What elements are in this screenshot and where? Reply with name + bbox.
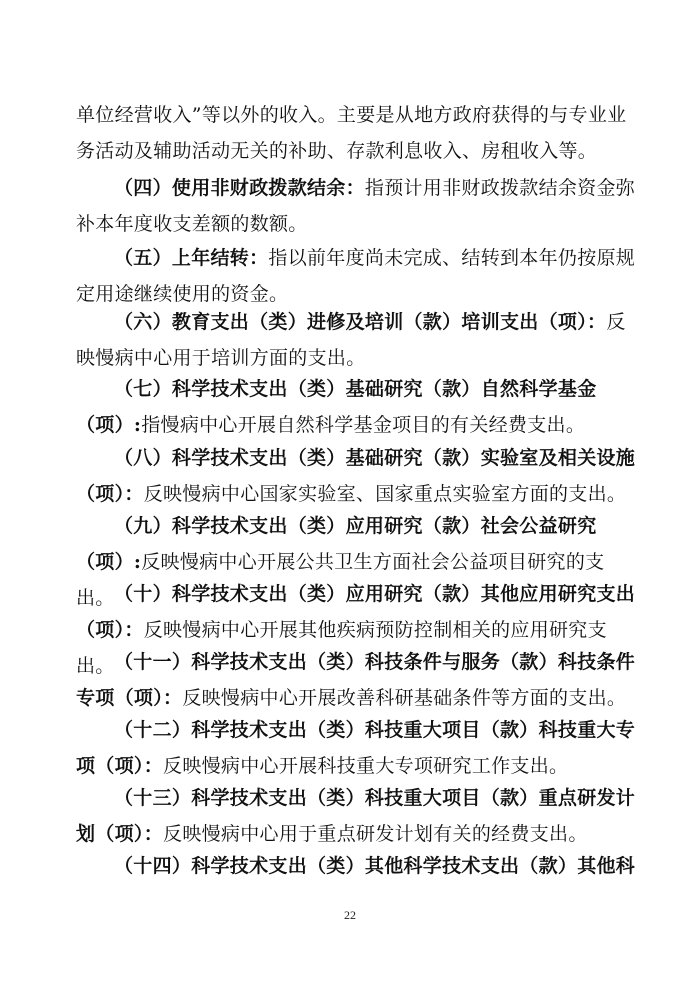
paragraph-3 [76, 240, 636, 312]
paragraph-6-heading: （八）科学技术支出（类）基础研究（款）实验室及相关设施（项）： [76, 447, 636, 505]
paragraph-11-body: 反映慢病中心用于重点研发计划有关的经费支出。 [163, 823, 588, 845]
paragraph-9-heading: （十一）科学技术支出（类）科技条件与服务（款）科技条件专项（项）： [76, 651, 636, 709]
page-number: 22 [344, 908, 356, 922]
paragraph-10-body: 反映慢病中心开展科技重大专项研究工作支出。 [163, 755, 569, 777]
paragraph-11 [76, 780, 636, 852]
paragraph-9 [76, 644, 636, 716]
paragraph-12-heading: （十四）科学技术支出（类）其他科学技术支出（款）其他科 [114, 855, 636, 877]
paragraph-3-heading: （五）上年结转： [114, 247, 269, 269]
paragraph-6-body: 反映慢病中心国家实验室、国家重点实验室方面的支出。 [143, 483, 627, 505]
paragraph-4-body: 反映慢病中心用于培训方面的支出。 [76, 311, 626, 369]
paragraph-8-heading: （十）科学技术支出（类）应用研究（款）其他应用研究支出（项）： [76, 583, 636, 641]
paragraph-2-heading: （四）使用非财政拨款结余： [114, 177, 365, 199]
paragraph-10 [76, 712, 636, 784]
paragraph-5-heading: （七）科学技术支出（类）基础研究（款）自然科学基金（项）: [76, 378, 597, 436]
paragraph-1 [76, 97, 636, 169]
paragraph-11-heading: （十三）科学技术支出（类）科技重大项目（款）重点研发计划（项）： [76, 787, 636, 845]
paragraph-3-body: 指以前年度尚未完成、结转到本年仍按原规定用途继续使用的资金。 [76, 247, 636, 305]
paragraph-7-heading: （九）科学技术支出（类）应用研究（款）社会公益研究（项）: [76, 515, 597, 573]
paragraph-12 [76, 848, 636, 884]
paragraph-5-body: 指慢病中心开展自然科学基金项目的有关经费支出。 [141, 414, 586, 436]
paragraph-4-heading: （六）教育支出（类）进修及培训（款）培训支出（项）： [114, 311, 607, 333]
paragraph-7-body: 反映慢病中心开展公共卫生方面社会公益项目研究的支出。 [76, 551, 605, 609]
paragraph-10-heading: （十二）科学技术支出（类）科技重大项目（款）科技重大专项（项）： [76, 719, 636, 777]
paragraph-6 [76, 440, 636, 512]
paragraph-2 [76, 170, 636, 242]
paragraph-8-body: 反映慢病中心开展其他疾病预防控制相关的应用研究支出。 [76, 619, 607, 677]
paragraph-2-body: 指预计用非财政拨款结余资金弥补本年度收支差额的数额。 [76, 177, 636, 235]
paragraph-5 [76, 371, 636, 443]
paragraph-9-body: 反映慢病中心开展改善科研基础条件等方面的支出。 [182, 687, 627, 709]
paragraph-1-body: 单位经营收入”等以外的收入。主要是从地方政府获得的与专业业务活动及辅助活动无关的补助、存款利息收入、房租收入等。 [76, 104, 627, 162]
paragraph-4 [76, 304, 636, 376]
